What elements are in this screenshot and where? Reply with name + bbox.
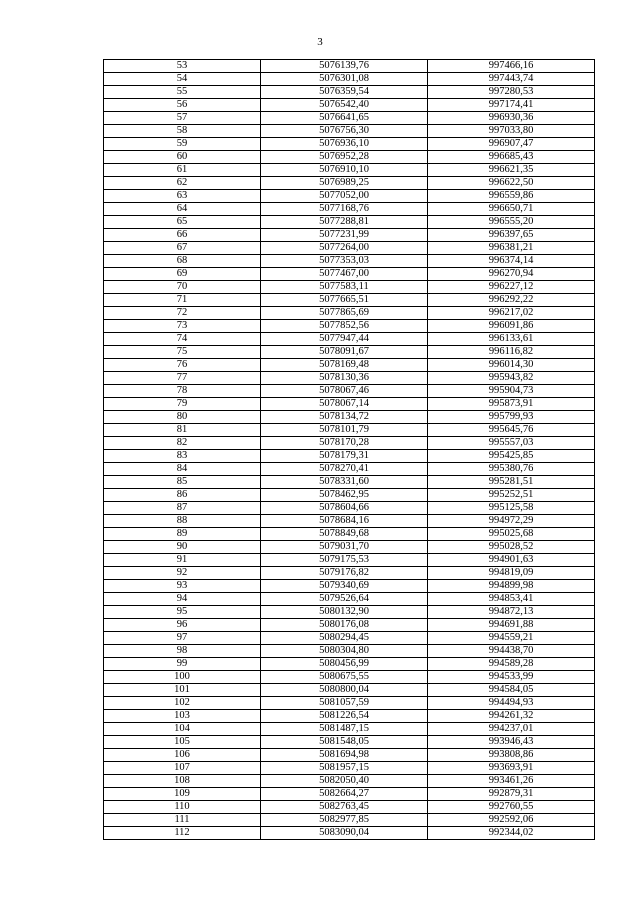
table-row (104, 684, 595, 697)
x-coordinate-cell: 5080304,80 (261, 645, 428, 658)
x-coordinate-cell: 5078170,28 (261, 437, 428, 450)
x-coordinate-cell: 5078101,79 (261, 424, 428, 437)
y-coordinate-cell: 994533,99 (428, 671, 595, 684)
table-row (104, 762, 595, 775)
y-coordinate-cell: 996133,61 (428, 333, 595, 346)
y-coordinate-cell: 993693,91 (428, 762, 595, 775)
y-coordinate-cell: 993461,26 (428, 775, 595, 788)
table-row (104, 671, 595, 684)
table-row (104, 190, 595, 203)
table-row (104, 385, 595, 398)
y-coordinate-cell: 995025,68 (428, 528, 595, 541)
y-coordinate-cell: 996622,50 (428, 177, 595, 190)
y-coordinate-cell: 997174,41 (428, 99, 595, 112)
x-coordinate-cell: 5080294,45 (261, 632, 428, 645)
y-coordinate-cell: 997443,74 (428, 73, 595, 86)
point-number-cell: 81 (104, 424, 261, 437)
x-coordinate-cell: 5078130,36 (261, 372, 428, 385)
table-row (104, 411, 595, 424)
y-coordinate-cell: 996621,35 (428, 164, 595, 177)
y-coordinate-cell: 997280,53 (428, 86, 595, 99)
table-row (104, 450, 595, 463)
point-number-cell: 101 (104, 684, 261, 697)
x-coordinate-cell: 5080456,99 (261, 658, 428, 671)
x-coordinate-cell: 5080800,04 (261, 684, 428, 697)
table-row (104, 658, 595, 671)
point-number-cell: 58 (104, 125, 261, 138)
table-row (104, 281, 595, 294)
x-coordinate-cell: 5076301,08 (261, 73, 428, 86)
table-row (104, 619, 595, 632)
x-coordinate-cell: 5076542,40 (261, 99, 428, 112)
y-coordinate-cell: 995281,51 (428, 476, 595, 489)
point-number-cell: 56 (104, 99, 261, 112)
y-coordinate-cell: 992760,55 (428, 801, 595, 814)
x-coordinate-cell: 5078270,41 (261, 463, 428, 476)
coordinates-table (103, 59, 595, 840)
y-coordinate-cell: 995645,76 (428, 424, 595, 437)
x-coordinate-cell: 5077264,00 (261, 242, 428, 255)
y-coordinate-cell: 996091,86 (428, 320, 595, 333)
y-coordinate-cell: 995943,82 (428, 372, 595, 385)
y-coordinate-cell: 997033,80 (428, 125, 595, 138)
table-row (104, 242, 595, 255)
page-number: 3 (317, 36, 323, 48)
x-coordinate-cell: 5077288,81 (261, 216, 428, 229)
x-coordinate-cell: 5082977,85 (261, 814, 428, 827)
y-coordinate-cell: 995252,51 (428, 489, 595, 502)
point-number-cell: 84 (104, 463, 261, 476)
y-coordinate-cell: 995904,73 (428, 385, 595, 398)
table-row (104, 489, 595, 502)
y-coordinate-cell: 992344,02 (428, 827, 595, 840)
y-coordinate-cell: 996555,20 (428, 216, 595, 229)
table-row (104, 723, 595, 736)
point-number-cell: 94 (104, 593, 261, 606)
table-row (104, 736, 595, 749)
y-coordinate-cell: 993946,43 (428, 736, 595, 749)
point-number-cell: 76 (104, 359, 261, 372)
table-row (104, 580, 595, 593)
table-row (104, 801, 595, 814)
y-coordinate-cell: 996381,21 (428, 242, 595, 255)
table-row (104, 164, 595, 177)
table-row (104, 294, 595, 307)
x-coordinate-cell: 5080675,55 (261, 671, 428, 684)
coordinates-table-body (104, 60, 595, 840)
table-row (104, 424, 595, 437)
x-coordinate-cell: 5076989,25 (261, 177, 428, 190)
point-number-cell: 91 (104, 554, 261, 567)
y-coordinate-cell: 994559,21 (428, 632, 595, 645)
point-number-cell: 102 (104, 697, 261, 710)
y-coordinate-cell: 996374,14 (428, 255, 595, 268)
point-number-cell: 109 (104, 788, 261, 801)
x-coordinate-cell: 5083090,04 (261, 827, 428, 840)
x-coordinate-cell: 5082664,27 (261, 788, 428, 801)
y-coordinate-cell: 993808,86 (428, 749, 595, 762)
x-coordinate-cell: 5077947,44 (261, 333, 428, 346)
x-coordinate-cell: 5078604,66 (261, 502, 428, 515)
x-coordinate-cell: 5079175,53 (261, 554, 428, 567)
table-row (104, 177, 595, 190)
x-coordinate-cell: 5078134,72 (261, 411, 428, 424)
y-coordinate-cell: 994901,63 (428, 554, 595, 567)
x-coordinate-cell: 5078849,68 (261, 528, 428, 541)
point-number-cell: 60 (104, 151, 261, 164)
point-number-cell: 111 (104, 814, 261, 827)
point-number-cell: 99 (104, 658, 261, 671)
point-number-cell: 74 (104, 333, 261, 346)
y-coordinate-cell: 996930,36 (428, 112, 595, 125)
table-row (104, 125, 595, 138)
point-number-cell: 96 (104, 619, 261, 632)
point-number-cell: 106 (104, 749, 261, 762)
y-coordinate-cell: 996559,86 (428, 190, 595, 203)
table-row (104, 372, 595, 385)
x-coordinate-cell: 5078179,31 (261, 450, 428, 463)
y-coordinate-cell: 996907,47 (428, 138, 595, 151)
x-coordinate-cell: 5078067,46 (261, 385, 428, 398)
point-number-cell: 103 (104, 710, 261, 723)
table-row (104, 554, 595, 567)
point-number-cell: 61 (104, 164, 261, 177)
point-number-cell: 55 (104, 86, 261, 99)
table-row (104, 697, 595, 710)
x-coordinate-cell: 5077665,51 (261, 294, 428, 307)
table-row (104, 73, 595, 86)
y-coordinate-cell: 994261,32 (428, 710, 595, 723)
x-coordinate-cell: 5078067,14 (261, 398, 428, 411)
x-coordinate-cell: 5076756,30 (261, 125, 428, 138)
x-coordinate-cell: 5077353,03 (261, 255, 428, 268)
table-row (104, 749, 595, 762)
point-number-cell: 79 (104, 398, 261, 411)
point-number-cell: 112 (104, 827, 261, 840)
table-row (104, 60, 595, 73)
x-coordinate-cell: 5077865,69 (261, 307, 428, 320)
point-number-cell: 57 (104, 112, 261, 125)
point-number-cell: 70 (104, 281, 261, 294)
y-coordinate-cell: 994584,05 (428, 684, 595, 697)
x-coordinate-cell: 5077583,11 (261, 281, 428, 294)
y-coordinate-cell: 994237,01 (428, 723, 595, 736)
table-row (104, 463, 595, 476)
point-number-cell: 77 (104, 372, 261, 385)
table-row (104, 593, 595, 606)
y-coordinate-cell: 994589,28 (428, 658, 595, 671)
y-coordinate-cell: 994494,93 (428, 697, 595, 710)
x-coordinate-cell: 5077052,00 (261, 190, 428, 203)
point-number-cell: 72 (104, 307, 261, 320)
point-number-cell: 93 (104, 580, 261, 593)
point-number-cell: 64 (104, 203, 261, 216)
y-coordinate-cell: 995125,58 (428, 502, 595, 515)
point-number-cell: 90 (104, 541, 261, 554)
x-coordinate-cell: 5076139,76 (261, 60, 428, 73)
table-row (104, 138, 595, 151)
table-row (104, 567, 595, 580)
point-number-cell: 59 (104, 138, 261, 151)
y-coordinate-cell: 995425,85 (428, 450, 595, 463)
y-coordinate-cell: 997466,16 (428, 60, 595, 73)
x-coordinate-cell: 5081694,98 (261, 749, 428, 762)
point-number-cell: 53 (104, 60, 261, 73)
x-coordinate-cell: 5081957,15 (261, 762, 428, 775)
point-number-cell: 80 (104, 411, 261, 424)
table-row (104, 710, 595, 723)
point-number-cell: 107 (104, 762, 261, 775)
table-row (104, 307, 595, 320)
point-number-cell: 83 (104, 450, 261, 463)
x-coordinate-cell: 5079031,70 (261, 541, 428, 554)
table-row (104, 346, 595, 359)
table-row (104, 502, 595, 515)
point-number-cell: 86 (104, 489, 261, 502)
table-row (104, 112, 595, 125)
point-number-cell: 75 (104, 346, 261, 359)
point-number-cell: 68 (104, 255, 261, 268)
x-coordinate-cell: 5081226,54 (261, 710, 428, 723)
table-row (104, 515, 595, 528)
x-coordinate-cell: 5076952,28 (261, 151, 428, 164)
point-number-cell: 110 (104, 801, 261, 814)
x-coordinate-cell: 5080176,08 (261, 619, 428, 632)
table-row (104, 788, 595, 801)
point-number-cell: 98 (104, 645, 261, 658)
point-number-cell: 62 (104, 177, 261, 190)
y-coordinate-cell: 996685,43 (428, 151, 595, 164)
y-coordinate-cell: 995873,91 (428, 398, 595, 411)
point-number-cell: 92 (104, 567, 261, 580)
x-coordinate-cell: 5079176,82 (261, 567, 428, 580)
point-number-cell: 73 (104, 320, 261, 333)
table-row (104, 645, 595, 658)
table-row (104, 255, 595, 268)
x-coordinate-cell: 5076936,10 (261, 138, 428, 151)
y-coordinate-cell: 995380,76 (428, 463, 595, 476)
y-coordinate-cell: 996292,22 (428, 294, 595, 307)
table-row (104, 229, 595, 242)
point-number-cell: 65 (104, 216, 261, 229)
table-row (104, 827, 595, 840)
point-number-cell: 82 (104, 437, 261, 450)
y-coordinate-cell: 996650,71 (428, 203, 595, 216)
table-row (104, 541, 595, 554)
x-coordinate-cell: 5078091,67 (261, 346, 428, 359)
y-coordinate-cell: 995799,93 (428, 411, 595, 424)
x-coordinate-cell: 5079340,69 (261, 580, 428, 593)
table-row (104, 775, 595, 788)
x-coordinate-cell: 5076910,10 (261, 164, 428, 177)
table-row (104, 437, 595, 450)
table-row (104, 632, 595, 645)
point-number-cell: 63 (104, 190, 261, 203)
point-number-cell: 95 (104, 606, 261, 619)
table-row (104, 528, 595, 541)
y-coordinate-cell: 995028,52 (428, 541, 595, 554)
y-coordinate-cell: 994899,98 (428, 580, 595, 593)
point-number-cell: 54 (104, 73, 261, 86)
y-coordinate-cell: 994438,70 (428, 645, 595, 658)
table-row (104, 476, 595, 489)
table-row (104, 268, 595, 281)
x-coordinate-cell: 5080132,90 (261, 606, 428, 619)
x-coordinate-cell: 5078169,48 (261, 359, 428, 372)
x-coordinate-cell: 5077852,56 (261, 320, 428, 333)
table-row (104, 814, 595, 827)
table-row (104, 216, 595, 229)
x-coordinate-cell: 5082050,40 (261, 775, 428, 788)
y-coordinate-cell: 994872,13 (428, 606, 595, 619)
point-number-cell: 85 (104, 476, 261, 489)
point-number-cell: 66 (104, 229, 261, 242)
point-number-cell: 88 (104, 515, 261, 528)
point-number-cell: 97 (104, 632, 261, 645)
x-coordinate-cell: 5076359,54 (261, 86, 428, 99)
y-coordinate-cell: 996227,12 (428, 281, 595, 294)
y-coordinate-cell: 996116,82 (428, 346, 595, 359)
table-row (104, 151, 595, 164)
point-number-cell: 87 (104, 502, 261, 515)
table-row (104, 203, 595, 216)
table-row (104, 320, 595, 333)
x-coordinate-cell: 5078331,60 (261, 476, 428, 489)
y-coordinate-cell: 994691,88 (428, 619, 595, 632)
x-coordinate-cell: 5082763,45 (261, 801, 428, 814)
y-coordinate-cell: 994819,09 (428, 567, 595, 580)
point-number-cell: 71 (104, 294, 261, 307)
table-row (104, 398, 595, 411)
y-coordinate-cell: 994853,41 (428, 593, 595, 606)
point-number-cell: 69 (104, 268, 261, 281)
x-coordinate-cell: 5078462,95 (261, 489, 428, 502)
point-number-cell: 105 (104, 736, 261, 749)
y-coordinate-cell: 996397,65 (428, 229, 595, 242)
x-coordinate-cell: 5081548,05 (261, 736, 428, 749)
table-row (104, 333, 595, 346)
point-number-cell: 108 (104, 775, 261, 788)
y-coordinate-cell: 996217,02 (428, 307, 595, 320)
x-coordinate-cell: 5081057,59 (261, 697, 428, 710)
y-coordinate-cell: 992879,31 (428, 788, 595, 801)
y-coordinate-cell: 995557,03 (428, 437, 595, 450)
point-number-cell: 78 (104, 385, 261, 398)
x-coordinate-cell: 5076641,65 (261, 112, 428, 125)
y-coordinate-cell: 996014,30 (428, 359, 595, 372)
x-coordinate-cell: 5077467,00 (261, 268, 428, 281)
y-coordinate-cell: 994972,29 (428, 515, 595, 528)
point-number-cell: 89 (104, 528, 261, 541)
x-coordinate-cell: 5077231,99 (261, 229, 428, 242)
table-row (104, 99, 595, 112)
point-number-cell: 100 (104, 671, 261, 684)
table-row (104, 606, 595, 619)
y-coordinate-cell: 992592,06 (428, 814, 595, 827)
point-number-cell: 67 (104, 242, 261, 255)
x-coordinate-cell: 5077168,76 (261, 203, 428, 216)
x-coordinate-cell: 5078684,16 (261, 515, 428, 528)
table-row (104, 359, 595, 372)
x-coordinate-cell: 5079526,64 (261, 593, 428, 606)
point-number-cell: 104 (104, 723, 261, 736)
x-coordinate-cell: 5081487,15 (261, 723, 428, 736)
y-coordinate-cell: 996270,94 (428, 268, 595, 281)
table-row (104, 86, 595, 99)
